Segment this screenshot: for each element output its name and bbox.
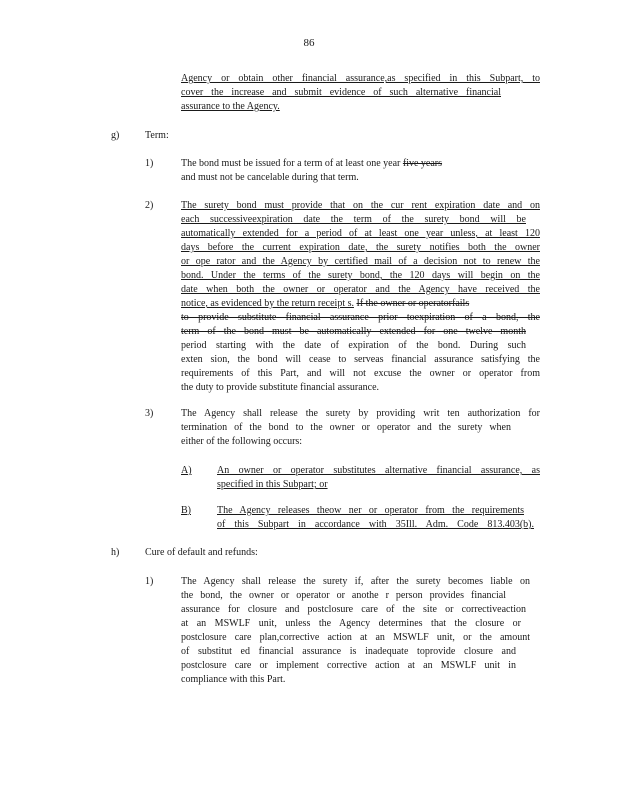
section-h-label: h) [111,547,120,558]
g-item1-line1 [181,157,501,171]
g-item2-line: the duty to provide substitute financial assurance. [181,382,380,393]
h-item1-line: the bond, the owner or operator or anothe r person provides financial [181,590,506,601]
g-item2-struck-line: term of the bond must be automatically extended for one twelve month [181,326,526,337]
g-sub-b-paragraph [217,504,534,532]
section-g-title: Term: [145,130,169,141]
g-item3-paragraph [181,407,540,449]
g-item3-line: The Agency shall release the surety by providing writ ten authorization for [181,408,540,419]
g-item3-number: 3) [145,408,154,419]
h-item1-line: postclosure care or implement corrective action at an MSWLF unit in [181,660,516,671]
g-item2-struck-line: to provide substitute financial assurance prior toexpiration of a bond, the [181,312,540,323]
g-item2-line: date when both the owner or operator and the Agency have received the [181,284,540,295]
g-item2-line: The surety bond must provide that on the cur rent expiration date and on [181,200,540,211]
page-number: 86 [303,37,315,49]
section-h-title: Cure of default and refunds: [145,547,258,558]
g-item2-number: 2) [145,200,154,211]
g-sub-a-line: An owner or operator substitutes alternative financial assurance, as [217,465,540,476]
g-item2-line: automatically extended for a period of at least one year unless, at least 120 [181,228,540,239]
g-item3-line: either of the following occurs: [181,436,303,447]
h-item1-number: 1) [145,576,154,587]
g-item2-line-mixed [181,297,540,311]
g-sub-a-paragraph [217,464,540,492]
g-item2-line: bond. Under the terms of the surety bond, the 120 days will begin on the [181,270,540,281]
intro-line: assurance to the Agency. [181,101,280,112]
g-item1-line2: and must not be cancelable during that term. [181,172,359,183]
h-item1-line: of substitut ed financial assurance is inadequate toprovide closure and [181,646,516,657]
intro-line: Agency or obtain other financial assurance,as specified in this Subpart, to [181,73,540,84]
intro-paragraph [181,72,540,114]
h-item1-line: postclosure care plan,corrective action at an MSWLF unit, or the amount [181,632,530,643]
h-item1-line: The Agency shall release the surety if, after the surety becomes liable on [181,576,530,587]
g-sub-a-label: A) [181,465,192,476]
h-item1-line: at an MSWLF unit, unless the Agency determines that the closure or [181,618,521,629]
h-item1-paragraph [181,575,530,687]
intro-line: cover the increase and submit evidence of such alternative financial [181,87,501,98]
g-sub-b-line: of this Subpart in accordance with 35Ill. Adm. Code 813.403(b). [217,519,534,530]
h-item1-line: compliance with this Part. [181,674,286,685]
g-item2-line: exten sion, the bond will cease to serveas financial assurance satisfying the [181,354,540,365]
g-item1-struck-text: five years [402,158,443,169]
g-item2-struck-text: If the owner or operatorfails [356,298,470,309]
g-item3-line: termination of the bond to the owner or operator and the surety when [181,422,511,433]
h-item1-line: assurance for closure and postclosure care of the site or correctiveaction [181,604,526,615]
g-item2-line: requirements of this Part, and will not excuse the owner or operator from [181,368,540,379]
g-item2-underlined-text: notice, as evidenced by the return receipt s. [181,298,354,309]
g-item2-paragraph [181,199,540,395]
g-item1-text: The bond must be issued for a term of at least one year [181,158,403,169]
g-item2-line: period starting with the date of expiration of the bond. During such [181,340,526,351]
g-sub-b-label: B) [181,505,191,516]
g-item2-line: or ope rator and the Agency by certified mail of a decision not to renew the [181,256,540,267]
g-sub-a-line: specified in this Subpart; or [217,479,328,490]
section-g-label: g) [111,130,120,141]
g-item2-line: days before the current expiration date, the surety notifies both the owner [181,242,540,253]
g-sub-b-line: The Agency releases theow ner or operator from the requirements [217,505,524,516]
g-item1-number: 1) [145,158,154,169]
g-item2-line: each successiveexpiration date the term of the surety bond will be [181,214,526,225]
g-item1-paragraph [181,157,501,185]
